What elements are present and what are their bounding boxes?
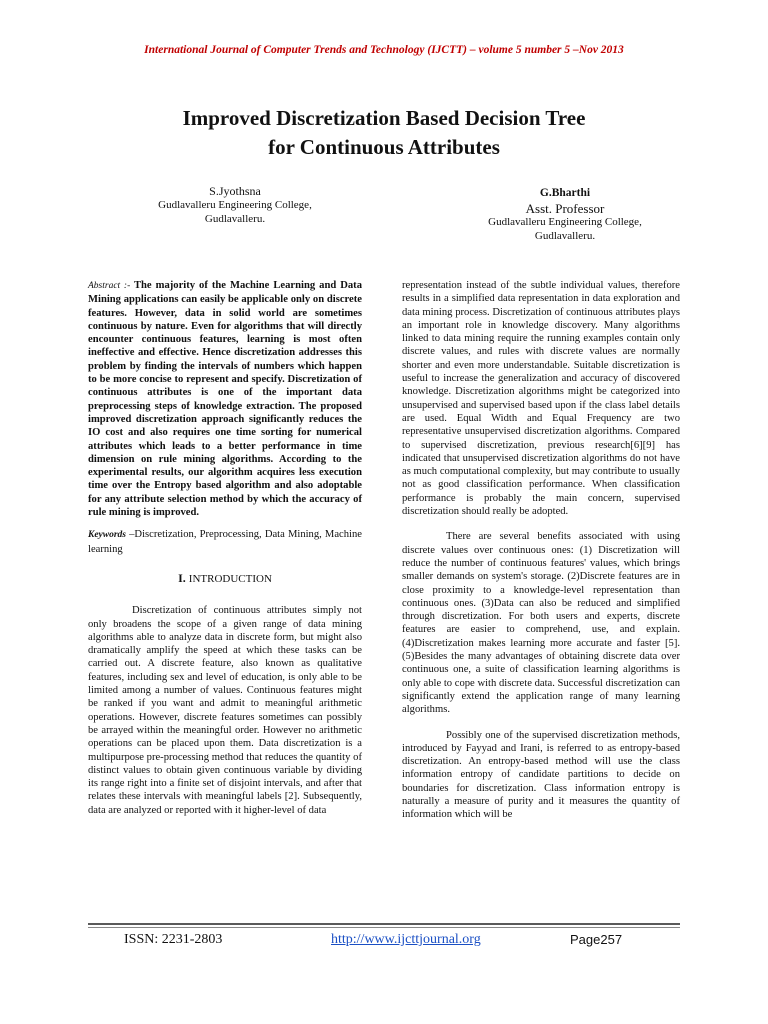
body-paragraph: There are several benefits associated with using discrete values over continuous ones: (1) Discretization will reduce the number of continuous features' values, which brings smaller demands on system's storage. (2)Discrete features are in close proximity to a knowledge-level representation than continuous ones. (3)Data can also be reduced and simplified through discretization. For both users and experts, discrete features are easier to comprehend, use, and explain. (4)Discretization makes learning more accurate and faster [5]. (5)Besides the many advantages of obtaining discrete data over continuous one, a suite of classification learning algorithms is only able to cope with discrete data. Successful discretization can significantly extend the application range of many learning algorithms. <box>402 531 680 716</box>
author-affiliation: Gudlavalleru Engineering College, <box>158 199 312 211</box>
body-paragraph: representation instead of the subtle individual values, therefore results in a simplified data representation in data exploration and data mining process. Discretization of continuous attributes plays an important role in knowledge discovery. Many algorithms linked to data mining require the running examples contain only discrete values, and rules with discrete values are normally shorter and even more understandable. Suitable discretization is useful to increase the generalization and accuracy of discovered knowledge. Discretization algorithms might be categorized into unsupervised and supervised based upon if the class label details are used. Equal Width and Equal Frequency are two representative unsupervised discretization algorithms. Compared to supervised discretization, previous research[6][9] has indicated that unsupervised discretization algorithms do not have as much computational complexity, but may contribute to usually not as good classification performance. When classification performance is probably the main concern, supervised discretization should really be adopted. <box>402 280 680 518</box>
paper-title <box>0 104 768 162</box>
author-name: G.Bharthi <box>539 187 591 199</box>
author-affiliation-city: Gudlavalleru. <box>204 212 266 225</box>
author-block-1 <box>140 183 330 226</box>
abstract-text: The majority of the Machine Learning and Data Mining applications can easily be applicable only on discrete features. However, data in solid world are sometimes continuous by nature. Even for algorithms that will directly encounter continuous features, learning is most often ineffective and effective. Hence discretization addresses this problem by finding the intervals of numbers which happen to be more concise to represent and specify. Discretization of continuous attributes is one of the important data preprocessing steps of knowledge extraction. The proposed improved discretization approach significantly reduces the IO cost and also requires one time sorting for numerical attributes which leads to a better performance in time dimension on rule mining algorithms. According to the experimental results, our algorithm acquires less execution time over the Entropy based algorithm and also adoptable for any attribute selection method by which the accuracy of rule mining is improved. <box>88 280 362 519</box>
author-block-2 <box>460 185 670 243</box>
author-affiliation: Gudlavalleru Engineering College, <box>488 216 642 228</box>
footer-issn: ISSN: 2231-2803 <box>124 932 223 947</box>
paper-title-line-1: Improved Discretization Based Decision Tree <box>182 106 586 130</box>
intro-paragraph: Discretization of continuous attributes simply not only broadens the scope of a given range of data mining algorithms able to analyze data in discrete form, but might also dramatically amplify the speed at which these tasks can be carried out. A discrete feature, also known as qualitative features, including sex and level of education, is only able to be limited among a number of values. Continuous features might be ranked if you want and admit to meaningful arithmetic operations. However, discrete features sometimes can possibly be arrayed within the meaningful order. However no arithmetic operations can be placed upon them. Data discretization is a multipurpose pre-processing method that reduces the quantity of distinct values to obtain given continuous variable by dividing its range right into a finite set of disjoint intervals, and after that relates these intervals with meaningful labels [2]. Subsequently, data are analyzed or reported with it higher-level of data <box>88 605 362 816</box>
paper-title-line-2: for Continuous Attributes <box>268 135 500 159</box>
journal-header: International Journal of Computer Trends and Technology (IJCTT) – volume 5 number 5 –Nov 2013 <box>144 44 624 56</box>
section-number: I. <box>178 570 189 585</box>
keywords-label: Keywords <box>88 530 126 541</box>
section-heading-introduction <box>88 572 362 586</box>
footer-page-number: Page257 <box>570 932 623 947</box>
abstract <box>88 279 362 519</box>
abstract-separator: :- <box>120 281 134 291</box>
abstract-label: Abstract <box>88 281 121 291</box>
footer-rule <box>88 923 680 925</box>
author-role: Asst. Professor <box>525 201 605 216</box>
author-name: S.Jyothsna <box>209 184 261 198</box>
footer-rule-thin <box>88 927 680 928</box>
body-paragraph: Possibly one of the supervised discretization methods, introduced by Fayyad and Irani, is referred to as entropy-based discretization. An entropy-based method will use the class information entropy of candidate partitions to decide on boundaries for discretization. Class information entropy is naturally a measure of purity and it measures the quantity of information which will be <box>402 729 680 821</box>
keywords-text: –Discretization, Preprocessing, Data Mining, Machine learning <box>88 529 362 555</box>
author-affiliation-city: Gudlavalleru. <box>534 229 596 242</box>
keywords <box>88 528 362 556</box>
footer-journal-link[interactable]: http://www.ijcttjournal.org <box>331 932 481 947</box>
right-column <box>402 279 680 822</box>
left-column <box>88 279 362 817</box>
section-title: INTRODUCTION <box>188 572 272 585</box>
